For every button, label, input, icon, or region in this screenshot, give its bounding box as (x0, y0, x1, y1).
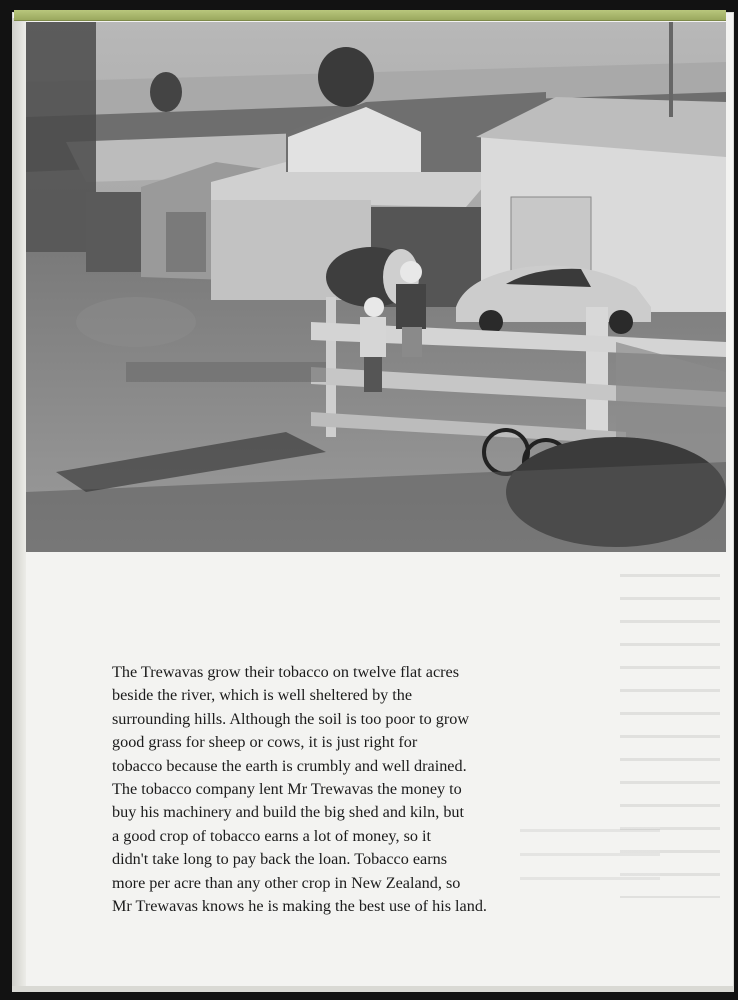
shed-door (166, 212, 206, 272)
paragraph-line: more per acre than any other crop in New Zealand, so (112, 873, 461, 892)
farm-photo-illustration (26, 22, 726, 552)
child-one-legs (364, 357, 382, 392)
farm-photograph (26, 22, 726, 552)
paragraph-line: surrounding hills. Although the soil is too poor to grow (112, 709, 470, 728)
paragraph-line: Mr Trewavas knows he is making the best use of his land. (112, 897, 487, 916)
paragraph-line: good grass for sheep or cows, it is just right for (112, 733, 418, 752)
paragraph-line: The Trewavas grow their tobacco on twelve flat acres (112, 663, 460, 681)
tree-group (318, 47, 374, 107)
paragraph-line: The tobacco company lent Mr Trewavas the money to (112, 780, 462, 799)
page-spine-edge (12, 18, 26, 988)
cover-binding-strip (14, 10, 726, 21)
paragraph-line: a good crop of tobacco earns a lot of money, so it (112, 826, 432, 845)
child-two-legs (402, 327, 422, 357)
wood-pile (126, 362, 326, 382)
paragraph-line: tobacco because the earth is crumbly and well drained. (112, 756, 467, 775)
child-two-head (400, 261, 422, 283)
body-paragraph (112, 661, 582, 918)
paragraph-line: didn't take long to pay back the loan. Tobacco earns (112, 850, 448, 869)
paragraph-line: beside the river, which is well sheltered by the (112, 686, 413, 705)
paragraph-line: buy his machinery and build the big shed and kiln, but (112, 803, 465, 822)
car-wheel-rear (609, 310, 633, 334)
child-two-body (396, 284, 426, 329)
page-bottom-edge (12, 986, 734, 992)
yard-mound (76, 297, 196, 347)
child-one-body (360, 317, 386, 357)
small-shed-left (86, 192, 146, 272)
child-one-head (364, 297, 384, 317)
tree-small (150, 72, 182, 112)
